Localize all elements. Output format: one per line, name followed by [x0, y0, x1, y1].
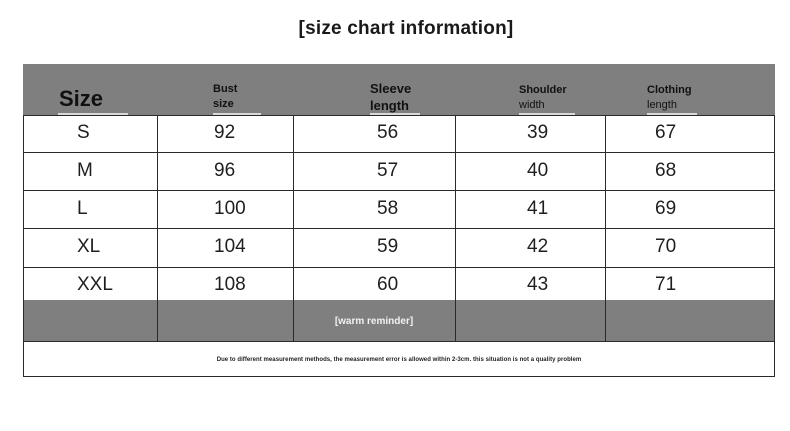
header-clothing-line1: Clothing	[647, 84, 692, 96]
cell-size: XL	[77, 236, 101, 257]
cell-shoulder: 42	[527, 236, 549, 257]
cell-sleeve: 56	[377, 122, 399, 143]
size-chart-table	[23, 64, 775, 377]
grid-line	[23, 115, 24, 377]
grid-line	[23, 228, 775, 229]
header-shoulder	[519, 84, 567, 112]
cell-clothing: 71	[655, 274, 677, 295]
grid-line	[157, 115, 158, 341]
grid-line	[23, 376, 775, 377]
cell-bust: 92	[214, 122, 236, 143]
grid-line	[23, 267, 775, 268]
cell-bust: 108	[214, 274, 246, 295]
cell-bust: 96	[214, 160, 236, 181]
grid-line	[23, 152, 775, 153]
cell-shoulder: 39	[527, 122, 549, 143]
cell-shoulder: 40	[527, 160, 549, 181]
header-size: Size	[59, 86, 104, 111]
cell-sleeve: 59	[377, 236, 399, 257]
warm-reminder-label: [warm reminder]	[334, 316, 414, 327]
cell-sleeve: 58	[377, 198, 399, 219]
cell-sleeve: 57	[377, 160, 399, 181]
grid-line	[455, 115, 456, 341]
cell-shoulder: 41	[527, 198, 549, 219]
cell-size: S	[77, 122, 90, 143]
header-clothing	[647, 84, 692, 112]
cell-shoulder: 43	[527, 274, 549, 295]
header-bust-line2: size	[213, 98, 234, 111]
cell-sleeve: 60	[377, 274, 399, 295]
header-clothing-line2: length	[647, 99, 677, 112]
header-bust-line1: Bust	[213, 83, 238, 95]
grid-line	[293, 115, 294, 341]
cell-size: L	[77, 198, 88, 219]
cell-size: XXL	[77, 274, 113, 295]
cell-bust: 100	[214, 198, 246, 219]
page-title: [size chart information]	[298, 18, 514, 39]
grid-line	[23, 190, 775, 191]
cell-clothing: 68	[655, 160, 677, 181]
cell-bust: 104	[214, 236, 246, 257]
grid-line	[23, 115, 775, 116]
cell-clothing: 70	[655, 236, 677, 257]
header-sleeve	[370, 81, 411, 113]
grid-line	[605, 115, 606, 341]
header-bust	[213, 83, 237, 111]
cell-clothing: 67	[655, 122, 677, 143]
grid-line	[23, 341, 775, 342]
grid-line	[774, 115, 775, 377]
cell-size: M	[77, 160, 93, 181]
header-shoulder-line2: width	[519, 99, 545, 112]
header-shoulder-line1: Shoulder	[519, 84, 567, 96]
header-sleeve-line2: length	[370, 97, 409, 113]
cell-clothing: 69	[655, 198, 677, 219]
header-sleeve-line1: Sleeve	[370, 81, 412, 96]
measurement-note: Due to different measurement methods, the measurement error is allowed within 2-3cm. this situation is not a quality problem	[216, 357, 582, 363]
